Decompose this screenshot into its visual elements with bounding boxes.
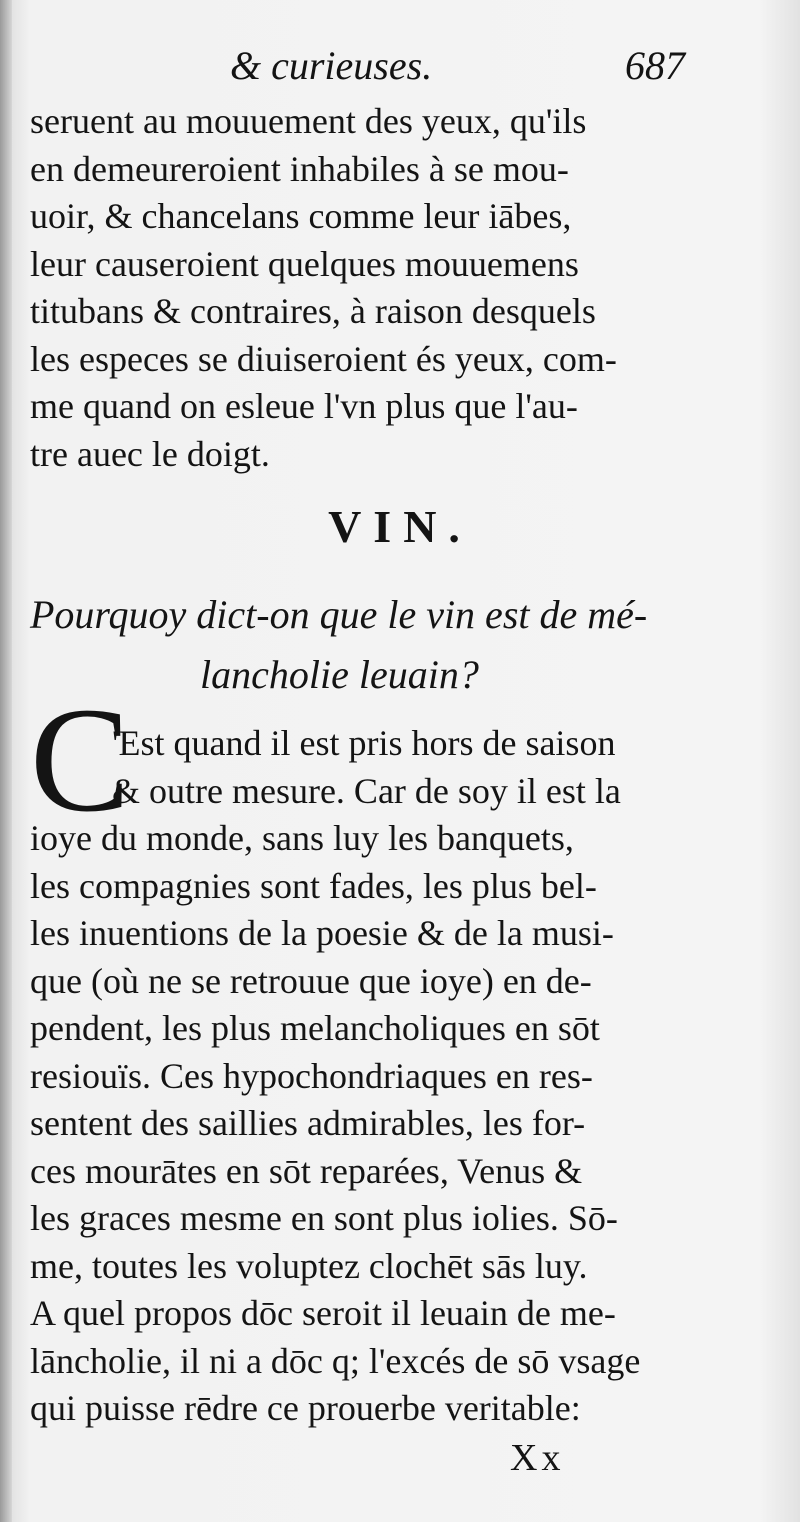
section-title: VIN. bbox=[328, 501, 472, 552]
text-line: titubans & contraires, à raison desquels bbox=[30, 291, 596, 331]
text-line: uoir, & chancelans comme leur iābes, bbox=[30, 196, 572, 236]
text-line: resiouïs. Ces hypochondriaques en res- bbox=[30, 1055, 593, 1096]
running-head: & curieuses. bbox=[230, 43, 433, 88]
text-line: les compagnies sont fades, les plus bel- bbox=[30, 865, 597, 906]
page-number: 687 bbox=[625, 43, 685, 88]
signature-mark: Xx bbox=[510, 1437, 565, 1479]
text-line: me quand on esleue l'vn plus que l'au- bbox=[30, 386, 578, 426]
question-line: lancholie leuain? bbox=[200, 652, 479, 697]
text-line: ioye du monde, sans luy les banquets, bbox=[30, 818, 574, 858]
text-line: A quel propos dōc seroit il leuain de me- bbox=[30, 1293, 616, 1333]
text-line: ces mourātes en sōt reparées, Venus & bbox=[30, 1150, 583, 1191]
paragraph-continued bbox=[30, 98, 675, 478]
text-line: les especes se diuiseroient és yeux, com- bbox=[30, 338, 617, 379]
text-line: sentent des saillies admirables, les for- bbox=[30, 1103, 586, 1143]
text-line: en demeureroient inhabiles à se mou- bbox=[30, 148, 569, 189]
text-line: que (où ne se retrouue que ioye) en de- bbox=[30, 960, 592, 1001]
text-line: qui puisse rēdre ce prouerbe veritable: bbox=[30, 1388, 581, 1428]
page-binding-edge bbox=[0, 0, 12, 1522]
paragraph-main bbox=[30, 720, 675, 1433]
drop-cap: C bbox=[30, 677, 131, 843]
text-line: seruent au mouuement des yeux, qu'ils bbox=[30, 101, 587, 141]
text-line: les graces mesme en sont plus iolies. Sō- bbox=[30, 1198, 618, 1238]
text-line: les inuentions de la poesie & de la musi- bbox=[30, 913, 614, 953]
text-line: leur causeroient quelques mouuemens bbox=[30, 243, 579, 284]
page-header bbox=[230, 42, 685, 102]
question-line: Pourquoy dict-on que le vin est de mé- bbox=[30, 592, 648, 637]
text-line: pendent, les plus melancholiques en sōt bbox=[30, 1008, 600, 1048]
text-line: lāncholie, il ni a dōc q; l'excés de sō vsage bbox=[30, 1340, 641, 1381]
text-line: 'Est quand il est pris hors de saison bbox=[112, 723, 616, 763]
text-line: me, toutes les voluptez clochēt sās luy. bbox=[30, 1245, 588, 1286]
text-line: tre auec le doigt. bbox=[30, 433, 270, 474]
text-line: & outre mesure. Car de soy il est la bbox=[112, 770, 621, 811]
